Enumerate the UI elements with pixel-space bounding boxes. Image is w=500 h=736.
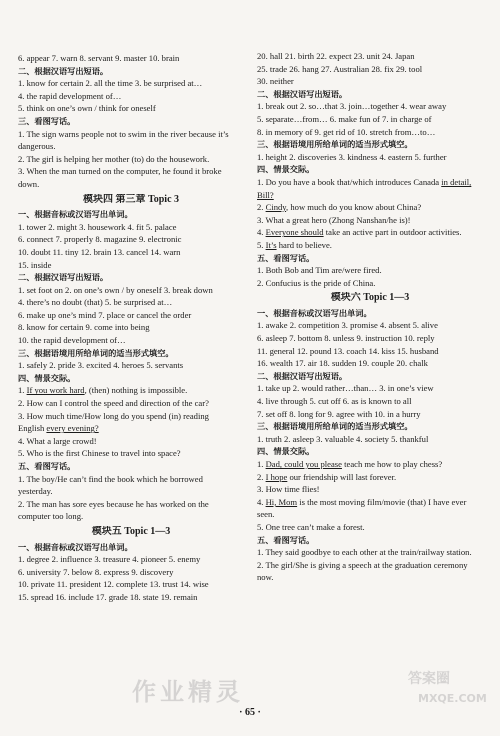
section-heading: 五、看图写话。	[257, 534, 315, 545]
answer-line: 6. connect 7. properly 8. magazine 9. electronic	[18, 234, 182, 245]
answer-line: 2. I hope our friendship will last forever.	[257, 471, 397, 482]
answer-line: 4. What a large crowd!	[18, 435, 97, 446]
underlined-phrase: Hi, Mom	[265, 496, 298, 507]
underlined-phrase: If you work hard	[26, 385, 85, 396]
answer-line: 1. safely 2. pride 3. excited 4. heroes 5. servants	[18, 360, 184, 371]
answer-line: computer too long.	[18, 511, 84, 522]
answer-line: 15. spread 16. include 17. grade 18. state 19. remain	[18, 591, 198, 602]
section-heading: 四、情景交际。	[257, 446, 315, 457]
answer-line: 1. set foot on 2. on one’s own / by oneself 3. break down	[18, 284, 213, 295]
answer-line: 3. How time flies!	[257, 484, 320, 495]
section-heading: 三、根据语境用所给单词的适当形式填空。	[257, 139, 413, 150]
answer-line: 4. the rapid development of…	[18, 90, 122, 101]
underlined-phrase: Everyone should	[265, 227, 324, 238]
answer-line: 16. wealth 17. air 18. sudden 19. couple 20. chalk	[257, 358, 428, 369]
answer-line: 1. know for certain 2. all the time 3. be surprised at…	[18, 78, 203, 89]
answer-line: 1. break out 2. so…that 3. join…together 4. wear away	[257, 101, 447, 112]
answer-line: 10. the rapid development of…	[18, 335, 126, 346]
answer-line: 25. trade 26. hang 27. Australian 28. fix 29. tool	[257, 63, 423, 74]
section-heading: 二、根据汉语写出短语。	[257, 88, 348, 99]
answer-line: 4. there’s no doubt (that) 5. be surprised at…	[18, 297, 173, 308]
section-heading: 四、情景交际。	[18, 372, 76, 383]
answer-line: 6. appear 7. warn 8. servant 9. master 10. brain	[18, 53, 180, 63]
underlined-phrase: Dad, could you please	[265, 459, 342, 469]
answer-line: 2. The girl/She is giving a speech at the graduation ceremony	[257, 559, 468, 570]
page-number: · 65 ·	[239, 707, 261, 718]
answer-line: 1. Do you have a book that/which introduces Canada in detail,	[257, 176, 472, 187]
answer-line: 1. Dad, could you please teach me how to play chess?	[257, 459, 443, 469]
answer-line: 3. When the man turned on the computer, he found it broke	[18, 166, 222, 177]
answer-line: down.	[18, 178, 40, 189]
answer-line: 2. Confucius is the pride of China.	[257, 277, 376, 288]
section-heading: 五、看图写话。	[18, 461, 76, 471]
answer-line: 5. It’s hard to believe.	[257, 239, 332, 250]
answer-line: 3. What a great hero (Zhong Nanshan/he is)!	[257, 214, 411, 225]
answer-line: 2. The man has sore eyes because he has worked on the	[18, 498, 209, 509]
underlined-phrase: every evening?	[46, 423, 99, 434]
answer-line: 2. The girl is helping her mother (to) do the housework.	[18, 153, 210, 164]
answer-line: 1. height 2. discoveries 3. kindness 4. eastern 5. further	[257, 151, 447, 162]
answer-line: seen.	[257, 509, 275, 520]
answer-line: 7. set off 8. long for 9. agree with 10. in a hurry	[257, 408, 421, 419]
section-heading: 三、根据语境用所给单词的适当形式填空。	[18, 347, 174, 358]
section-heading: 五、看图写话。	[257, 252, 315, 263]
section-heading: 二、根据汉语写出短语。	[18, 272, 109, 283]
underlined-phrase: It’s	[265, 239, 277, 250]
section-heading: 四、情景交际。	[257, 164, 315, 175]
answer-line: 1. take up 2. would rather…than… 3. in one’s view	[257, 383, 434, 394]
right-column	[257, 50, 483, 584]
watermark-right-top: 答案圈	[408, 671, 450, 687]
answer-line: 1. degree 2. influence 3. treasure 4. pioneer 5. enemy	[18, 554, 201, 565]
section-heading: 一、根据音标或汉语写出单词。	[18, 541, 133, 552]
section-heading: 三、看图写话。	[18, 115, 76, 126]
answer-line: 6. make up one’s mind 7. place or cancel the order	[18, 309, 192, 320]
module-heading: 模块五 Topic 1—3	[91, 525, 171, 537]
answer-line	[257, 189, 483, 202]
answer-line: 5. Who is the first Chinese to travel into space?	[18, 448, 181, 459]
answer-line: 11. general 12. pound 13. coach 14. kiss 15. husband	[257, 345, 439, 356]
answer-line: 1. If you work hard, (then) nothing is impossible.	[18, 385, 188, 396]
module-heading: 模块四 第三章 Topic 3	[82, 193, 180, 205]
answer-line: 4. Hi, Mom is the most moving film/movie (that) I have ever	[257, 496, 467, 507]
module-heading: 模块六 Topic 1—3	[330, 292, 410, 304]
answer-line: 10. doubt 11. tiny 12. brain 13. cancel 14. warn	[18, 246, 181, 257]
answer-line: 1. Both Bob and Tim are/were fired.	[257, 265, 382, 276]
answer-line: 1. The boy/He can’t find the book which he borrowed	[18, 473, 203, 484]
watermark-right-bottom: MXQE.COM	[418, 692, 487, 705]
answer-line: 4. live through 5. cut off 6. as is known to all	[257, 396, 412, 407]
answer-line: 20. hall 21. birth 22. expect 23. unit 24. Japan	[257, 51, 415, 61]
answer-line: 1. The sign warns people not to swim in the river because it’s	[18, 128, 229, 139]
answer-line: 5. One tree can’t make a forest.	[257, 521, 365, 532]
answer-line: 1. truth 2. asleep 3. valuable 4. society 5. thankful	[257, 433, 429, 444]
answer-line: English every evening?	[18, 423, 99, 434]
section-heading: 二、根据汉语写出短语。	[18, 65, 109, 76]
answer-line: 1. tower 2. might 3. housework 4. fit 5. palace	[18, 221, 177, 232]
answer-line: 5. think on one’s own / think for oneself	[18, 103, 156, 114]
underlined-phrase: in detail,	[441, 176, 472, 187]
answer-line: 8. in memory of 9. get rid of 10. stretch from…to…	[257, 126, 436, 137]
answer-line: 2. How can I control the speed and direction of the car?	[18, 398, 209, 409]
answer-line: 6. university 7. below 8. express 9. discovery	[18, 566, 174, 577]
answer-line: now.	[257, 572, 274, 583]
answer-line: 6. asleep 7. bottom 8. unless 9. instruction 10. reply	[257, 333, 435, 344]
answer-line: yesterday.	[18, 486, 53, 497]
left-column	[18, 52, 244, 604]
section-heading: 三、根据语境用所给单词的适当形式填空。	[257, 421, 413, 432]
underlined-phrase: Cindy	[265, 202, 287, 213]
answer-line: 1. They said goodbye to each other at the train/railway station.	[257, 547, 472, 558]
answer-line: 15. inside	[18, 259, 52, 270]
watermark-left: 作业精灵	[132, 678, 244, 706]
answer-line: dangerous.	[18, 141, 56, 152]
answer-line: 2. Cindy, how much do you know about China?	[257, 202, 422, 213]
section-heading: 一、根据音标或汉语写出单词。	[18, 209, 133, 220]
answer-line: 30. neither	[257, 76, 294, 87]
answer-line: 8. know for certain 9. come into being	[18, 322, 150, 333]
answer-line: 4. Everyone should take an active part in outdoor activities.	[257, 227, 462, 238]
answer-line: 10. private 11. president 12. complete 13. trust 14. wise	[18, 579, 209, 590]
answer-line: 3. How much time/How long do you spend (in) reading	[18, 410, 209, 421]
underlined-phrase: I hope	[265, 471, 288, 482]
answer-line: 1. awake 2. competition 3. promise 4. absent 5. alive	[257, 320, 438, 331]
answer-line: 5. separate…from… 6. make fun of 7. in charge of	[257, 113, 432, 124]
underlined-phrase: Bill?	[257, 189, 274, 200]
section-heading: 一、根据音标或汉语写出单词。	[257, 307, 372, 318]
section-heading: 二、根据汉语写出短语。	[257, 370, 348, 381]
